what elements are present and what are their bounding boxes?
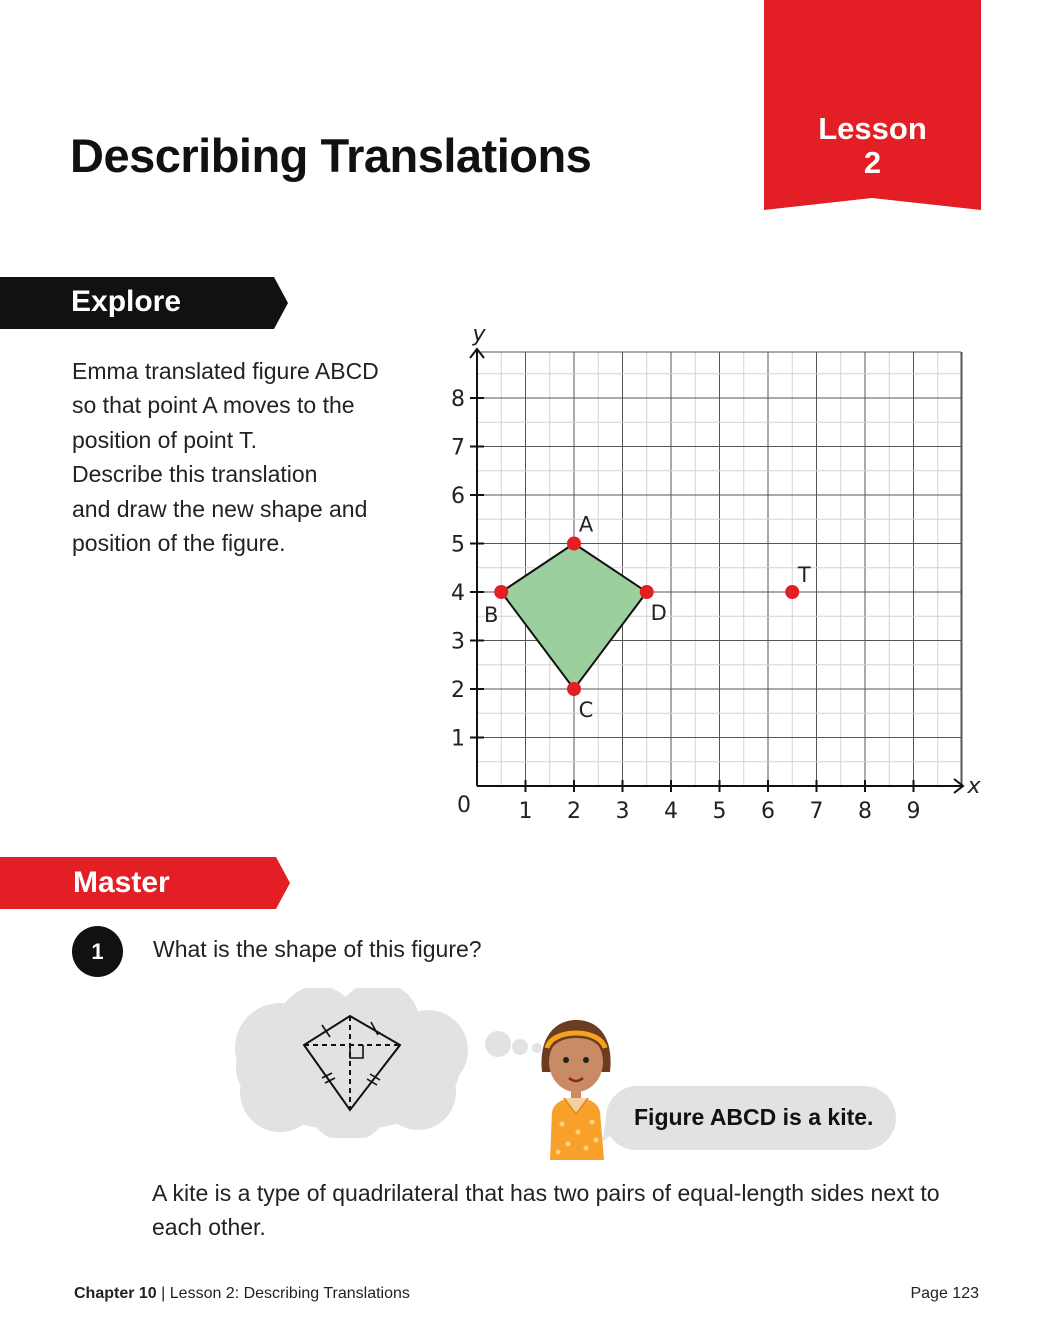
footer-page-number: Page 123 <box>910 1285 979 1302</box>
question-number-badge: 1 <box>72 926 123 977</box>
x-tick-label: 4 <box>664 799 678 824</box>
page-title: Describing Translations <box>70 129 592 182</box>
y-tick-label: 8 <box>451 387 465 412</box>
explore-line: position of the figure. <box>72 530 286 557</box>
point-label-d: D <box>650 601 667 625</box>
x-tick-label: 6 <box>761 799 775 824</box>
footer-separator: | <box>161 1285 166 1302</box>
question-text: What is the shape of this figure? <box>153 936 482 962</box>
explore-line: position of point T. <box>72 426 257 453</box>
x-tick-label: 1 <box>518 799 533 824</box>
lesson-word: Lesson <box>818 111 927 146</box>
y-tick-label: 5 <box>451 532 465 558</box>
speech-text: Figure ABCD is a kite. <box>634 1104 874 1130</box>
x-tick-label: 5 <box>712 799 727 824</box>
footer-chapter-info <box>74 1285 410 1303</box>
y-tick-label: 6 <box>451 484 465 509</box>
x-tick-label: 9 <box>906 799 921 824</box>
explore-line: and draw the new shape and <box>72 495 368 522</box>
x-tick-label: 8 <box>858 799 872 824</box>
y-tick-label: 4 <box>451 581 465 606</box>
explore-label: Explore <box>71 285 182 318</box>
x-tick-label: 2 <box>567 799 581 824</box>
point-t <box>785 585 799 599</box>
explore-line: Describe this translation <box>72 461 318 488</box>
x-tick-label: 7 <box>809 799 824 824</box>
explanation-text: A kite is a type of quadrilateral that has two pairs of equal-length sides next to each other. <box>152 1180 940 1240</box>
y-tick-label: 3 <box>451 629 465 655</box>
origin-label: 0 <box>457 793 471 818</box>
point-a <box>567 537 581 551</box>
y-axis-label: y <box>472 322 486 347</box>
point-label-b: B <box>484 603 499 627</box>
master-label: Master <box>73 866 170 899</box>
y-tick-label: 2 <box>451 678 465 703</box>
point-b <box>494 585 508 599</box>
footer-lesson: Lesson 2: Describing Translations <box>169 1285 410 1302</box>
point-label-c: C <box>578 698 594 722</box>
point-d <box>640 585 654 599</box>
lesson-number: 2 <box>863 145 882 180</box>
point-label-t: T <box>797 563 811 587</box>
explore-line: so that point A moves to the <box>72 392 355 419</box>
x-axis-label: x <box>967 774 981 799</box>
explore-line: Emma translated figure ABCD <box>72 358 379 384</box>
y-tick-label: 7 <box>451 435 465 461</box>
thought-cloud <box>228 988 548 1138</box>
footer-chapter: Chapter 10 <box>74 1285 157 1302</box>
point-c <box>567 682 581 696</box>
x-tick-label: 3 <box>615 799 630 824</box>
y-tick-label: 1 <box>451 726 465 752</box>
point-label-a: A <box>578 512 594 537</box>
kite-abcd <box>501 544 647 690</box>
